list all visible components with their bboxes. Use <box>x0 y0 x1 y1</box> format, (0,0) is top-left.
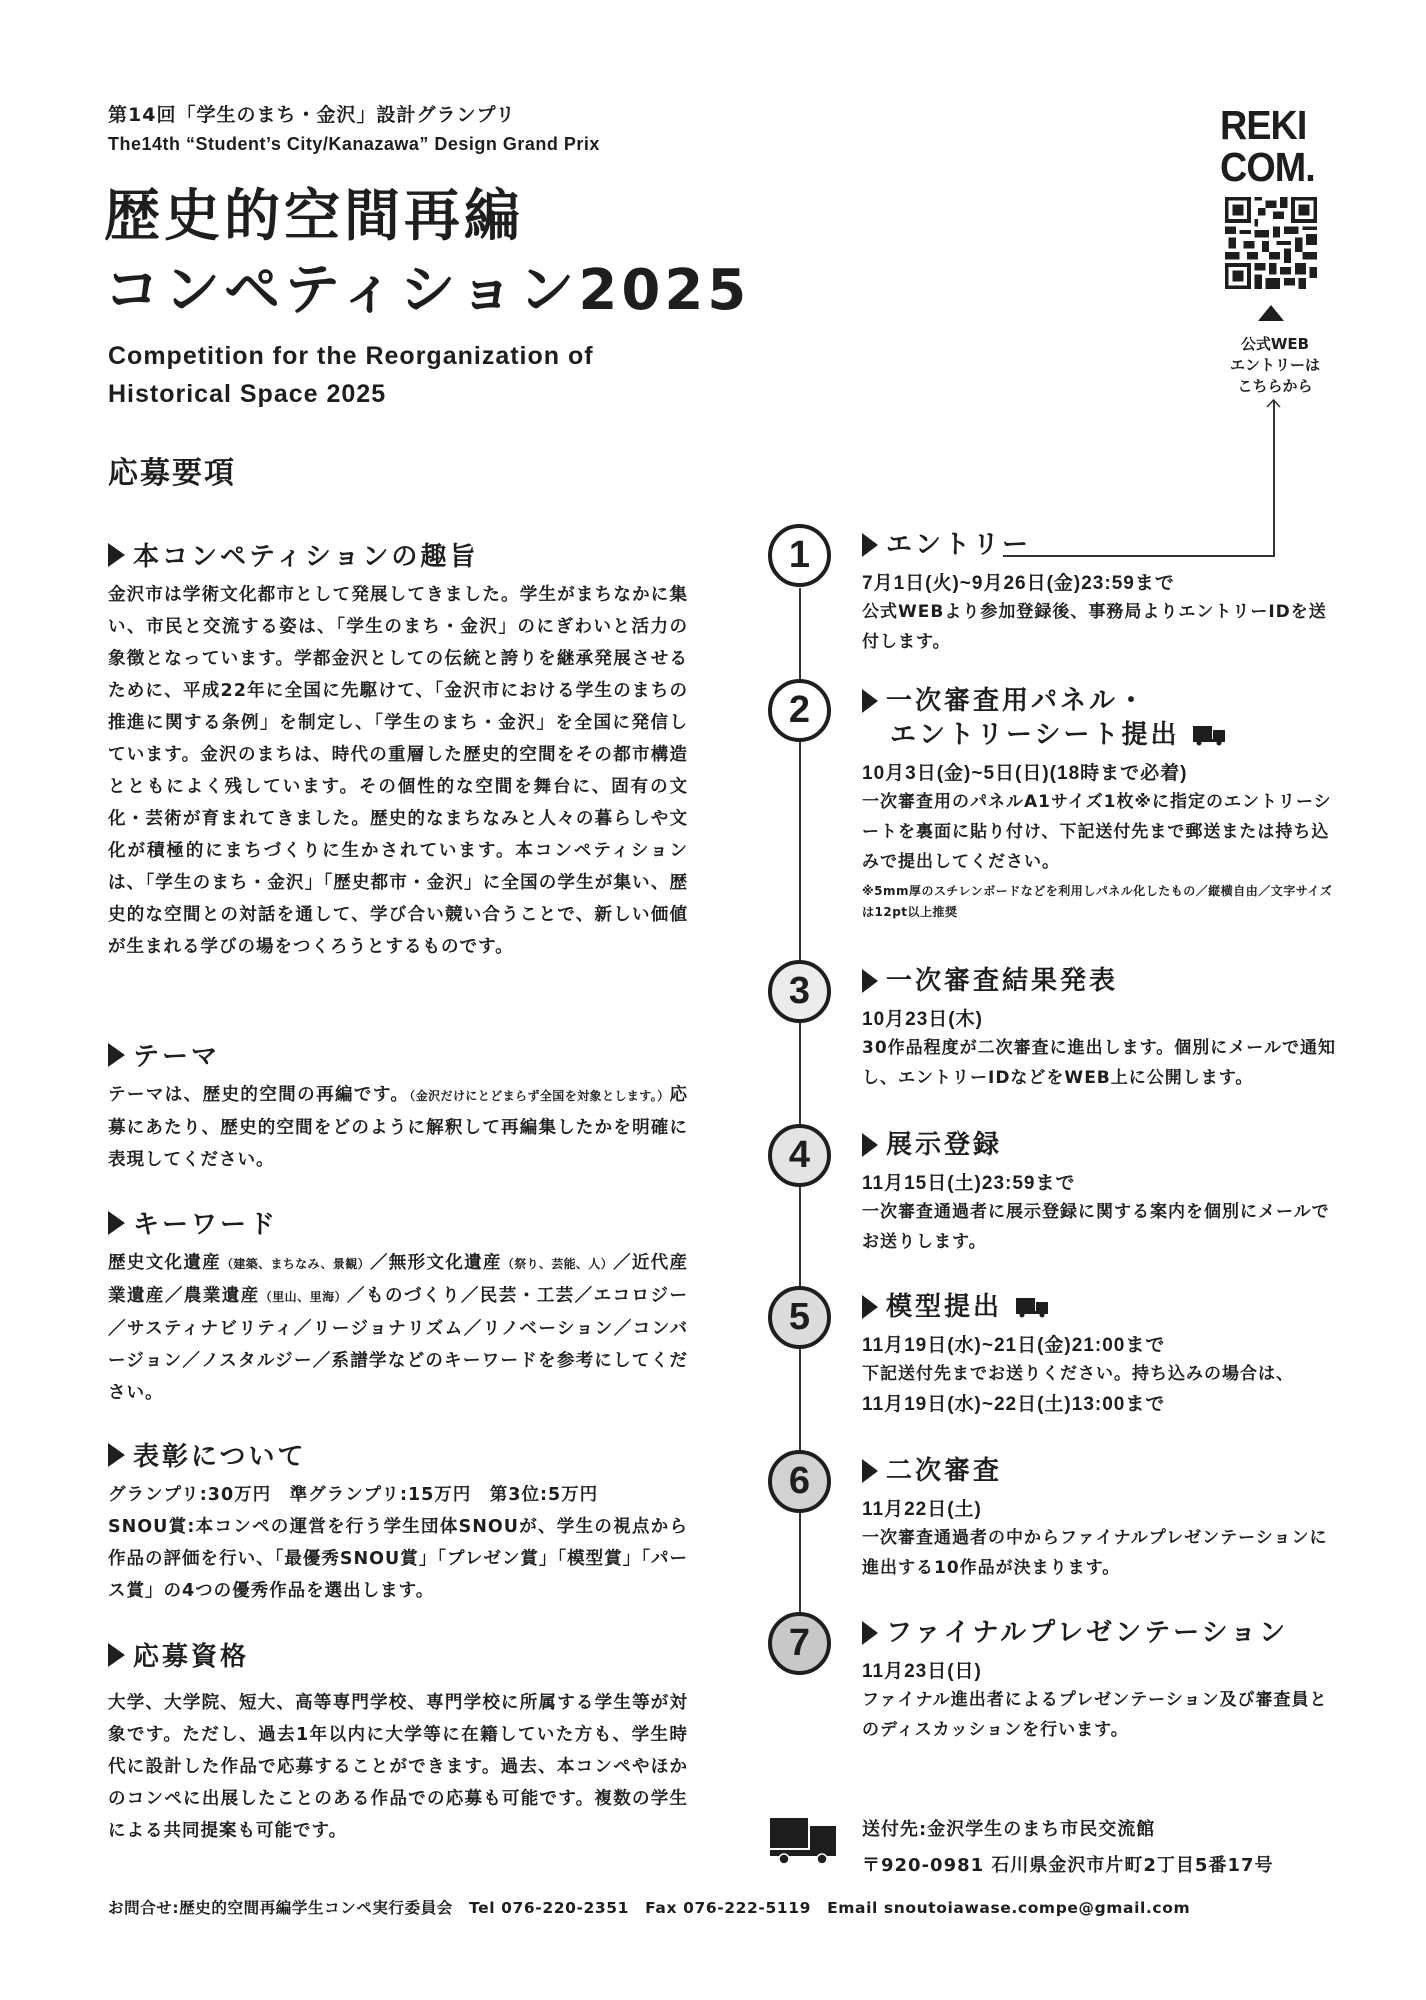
section-heading <box>108 1036 688 1073</box>
step-title-text: ファイナルプレゼンテーション <box>886 1618 1289 1648</box>
step-number-7: 7 <box>768 1612 831 1675</box>
section-body <box>108 1079 688 1176</box>
section-heading <box>108 1636 688 1673</box>
up-triangle-icon <box>1258 305 1284 321</box>
step-title <box>862 1454 1342 1488</box>
timeline-step-panel-submission <box>862 684 1342 923</box>
step-desc: 一次審査通過者に展示登録に関する案内を個別にメールでお送りします。 <box>862 1202 1330 1252</box>
step-desc: ファイナル進出者によるプレゼンテーション及び審査員とのディスカッションを行います。 <box>862 1690 1328 1740</box>
keyword-note: （建築、まちなみ、景観） <box>221 1257 370 1271</box>
step-date: 10月3日(金)~5日(日)(18時まで必着) <box>862 763 1188 784</box>
step-note: ※5mm厚のスチレンボードなどを利用しパネル化したもの／縦横自由／文字サイズは12pt以上推奨 <box>862 884 1333 919</box>
step-title-text: 模型提出 <box>886 1292 1003 1322</box>
keyword-text: ／ものづくり／民芸・工芸／エコロジー／サスティナビリティ／リージョナリズム／リノベーション／コンバージョン／ノスタルジー／系譜学などのキーワードを参考にしてください。 <box>108 1286 688 1403</box>
section-body: 金沢市は学術文化都市として発展してきました。学生がまちなかに集い、市民と交流する姿は、「学生のまち・金沢」のにぎわいと活力の象徴となっています。学都金沢としての伝統と誇りを継承発展させるために、平成22年に全国に先駆けて、「金沢市における学生のまちの推進に関する条例」を制定し、「学生のまち・金沢」を全国に発信しています。金沢のまちは、時代の重層した歴史的空間をその都市構造とともによく残しています。その個性的な空間を舞台に、固有の文化・芸術が育まれてきました。歴史的なまちなみと人々の暮らしや文化が積極的にまちづくりに生かされています。本コンペティションは、「学生のまち・金沢」「歴史都市・金沢」に全国の学生が集い、歴史的な空間との対話を通して、学び合い競い合うことで、新しい価値が生まれる学びの場をつくろうとするものです。 <box>108 585 688 957</box>
section-heading-text: 応募資格 <box>133 1642 250 1672</box>
theme-text: テーマは、歴史的空間の再編です。 <box>108 1085 410 1105</box>
section-awards <box>108 1436 688 1607</box>
step-title-line2 <box>862 718 1342 752</box>
triangle-bullet-icon <box>108 1643 125 1667</box>
outline-heading: 応募要項 <box>108 456 236 491</box>
keyword-note: （祭り、芸能、人） <box>501 1257 613 1271</box>
triangle-bullet-icon <box>862 1133 878 1157</box>
truck-icon <box>1193 724 1225 746</box>
section-heading-text: キーワード <box>133 1210 279 1240</box>
qr-code-icon[interactable] <box>1225 197 1317 289</box>
timeline-step-second-review <box>862 1454 1342 1583</box>
timeline-step-entry <box>862 528 1342 657</box>
triangle-bullet-icon <box>108 1211 125 1235</box>
section-eligibility <box>108 1636 688 1847</box>
step-title-text: 二次審査 <box>886 1456 1003 1486</box>
step-title-text: エントリーシート提出 <box>890 720 1180 750</box>
step-title <box>862 684 1342 718</box>
triangle-bullet-icon <box>862 969 878 993</box>
qr-caption-line2: エントリーは <box>1229 356 1320 374</box>
triangle-bullet-icon <box>862 533 878 557</box>
timeline-step-exhibit-registration <box>862 1128 1342 1257</box>
step-title <box>862 1290 1342 1324</box>
triangle-bullet-icon <box>862 1621 878 1645</box>
logo-line1: REKI <box>1220 102 1307 148</box>
keyword-text: ／無形文化遺産 <box>369 1253 502 1273</box>
keyword-text: 歴史文化遺産 <box>108 1253 222 1273</box>
section-heading <box>108 536 688 573</box>
step-date: 11月22日(土) <box>862 1499 982 1520</box>
step-date-secondary: 11月19日(水)~22日(土)13:00まで <box>862 1394 1166 1415</box>
step-date: 11月19日(水)~21日(金)21:00まで <box>862 1335 1166 1356</box>
step-date: 11月15日(土)23:59まで <box>862 1173 1076 1194</box>
shipping-address <box>862 1812 1274 1884</box>
section-heading <box>108 1436 688 1473</box>
section-theme <box>108 1036 688 1176</box>
truck-icon <box>1016 1296 1048 1318</box>
logo-line2: COM. <box>1220 144 1315 190</box>
triangle-bullet-icon <box>862 1295 878 1319</box>
section-body <box>108 1247 688 1409</box>
triangle-bullet-icon <box>108 1043 125 1067</box>
step-number-2: 2 <box>768 679 831 742</box>
section-heading-text: テーマ <box>133 1042 221 1072</box>
step-number-3: 3 <box>768 960 831 1023</box>
step-number-1: 1 <box>768 524 831 587</box>
step-desc: 下記送付先までお送りください。持ち込みの場合は、 <box>862 1364 1294 1384</box>
timeline-step-final-presentation <box>862 1616 1342 1745</box>
section-keywords <box>108 1204 688 1409</box>
main-title-en-line2: Historical Space 2025 <box>108 380 387 408</box>
prizes-text: グランプリ:30万円 準グランプリ:15万円 第3位:5万円 <box>108 1485 599 1505</box>
section-body: SNOU賞:本コンペの運営を行う学生団体SNOUが、学生の視点から作品の評価を行い、「最優秀SNOU賞」「プレゼン賞」「模型賞」「パース賞」の4つの優秀作品を選出します。 <box>108 1517 688 1601</box>
theme-note: （金沢だけにとどまらず全国を対象とします。） <box>409 1089 670 1103</box>
section-body: 大学、大学院、短大、高等専門学校、専門学校に所属する学生等が対象です。ただし、過去1年以内に大学等に在籍していた方も、学生時代に設計した作品で応募することができます。過去、本コンペやほかのコンペに出展したことのある作品での応募も可能です。複数の学生による共同提案も可能です。 <box>108 1693 688 1841</box>
section-heading <box>108 1204 688 1241</box>
step-date: 10月23日(木) <box>862 1009 983 1030</box>
main-title-ja <box>104 180 750 328</box>
section-heading-text: 本コンペティションの趣旨 <box>133 542 479 572</box>
step-desc: 一次審査用のパネルA1サイズ1枚※に指定のエントリーシートを裏面に貼り付け、下記送付先まで郵送または持ち込みで提出してください。 <box>862 792 1332 872</box>
edition-title-ja: 第14回「学生のまち・金沢」設計グランプリ <box>108 104 516 126</box>
step-desc: 一次審査通過者の中からファイナルプレゼンテーションに進出する10作品が決まります。 <box>862 1528 1328 1578</box>
step-date: 11月23日(日) <box>862 1661 982 1682</box>
truck-icon <box>770 1818 836 1866</box>
qr-caption <box>1205 334 1345 397</box>
step-title <box>862 964 1342 998</box>
theme-text-cont: 応募にあたり、歴史的空間をどのように解釈して再編集したかを明確に表現してください。 <box>108 1085 688 1170</box>
qr-caption-line1: 公式WEB <box>1240 335 1310 353</box>
step-title-text: 展示登録 <box>886 1130 1003 1160</box>
triangle-bullet-icon <box>108 543 125 567</box>
timeline-step-first-results <box>862 964 1342 1093</box>
main-title-en <box>108 337 594 413</box>
triangle-bullet-icon <box>862 689 878 713</box>
contact-footer: お問合せ:歴史的空間再編学生コンペ実行委員会 Tel 076-220-2351 Fax 076-222-5119 Email snoutoiawase.compe@gmail.com <box>108 1899 1191 1917</box>
timeline-step-model-submission <box>862 1290 1342 1416</box>
main-title-en-line1: Competition for the Reorganization of <box>108 342 594 370</box>
main-title-line2: コンペティション2025 <box>104 258 751 323</box>
edition-title-en: The14th “Student’s City/Kanazawa” Design Grand Prix <box>108 134 600 154</box>
step-number-6: 6 <box>768 1450 831 1513</box>
step-desc: 30作品程度が二次審査に進出します。個別にメールで通知し、エントリーIDなどをWEB上に公開します。 <box>862 1038 1336 1088</box>
step-number-4: 4 <box>768 1124 831 1187</box>
step-number-5: 5 <box>768 1286 831 1349</box>
shipping-recipient: 送付先:金沢学生のまち市民交流館 <box>862 1819 1156 1840</box>
section-heading-text: 表彰について <box>133 1442 307 1472</box>
triangle-bullet-icon <box>108 1443 125 1467</box>
keyword-text: ／近代産業遺産／農業遺産 <box>108 1253 689 1306</box>
step-title <box>862 528 1342 562</box>
shipping-postal-address: 〒920-0981 石川県金沢市片町2丁目5番17号 <box>862 1855 1274 1876</box>
triangle-bullet-icon <box>862 1459 878 1483</box>
step-title <box>862 1616 1342 1650</box>
main-title-line1: 歴史的空間再編 <box>104 184 524 249</box>
step-date: 7月1日(火)~9月26日(金)23:59まで <box>862 573 1175 594</box>
step-title-text: 一次審査用パネル・ <box>886 686 1148 716</box>
section-purpose <box>108 536 688 963</box>
qr-caption-line3: こちらから <box>1237 377 1313 395</box>
step-title-text: 一次審査結果発表 <box>886 966 1119 996</box>
keyword-note: （里山、里海） <box>259 1290 348 1304</box>
step-desc: 公式WEBより参加登録後、事務局よりエントリーIDを送付します。 <box>862 602 1327 652</box>
rekicom-logo <box>1220 104 1315 188</box>
step-title <box>862 1128 1342 1162</box>
step-title-text: エントリー <box>886 530 1032 560</box>
